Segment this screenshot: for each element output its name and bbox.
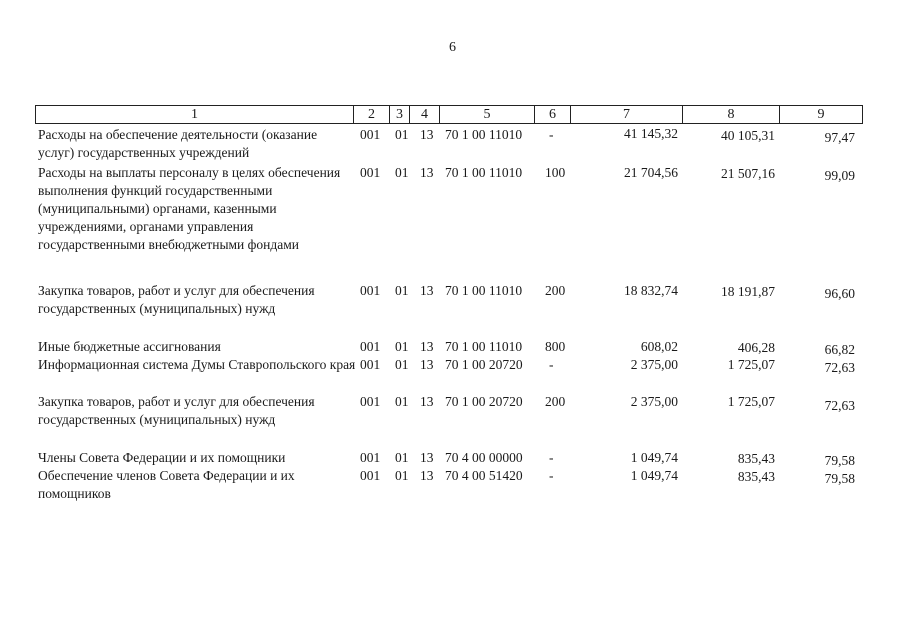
row-c7: 2 375,00 <box>630 394 678 409</box>
row-name: Расходы на обеспечение деятельности (оказание услуг) государственных учреждений <box>38 127 318 160</box>
row-c8: 1 725,07 <box>727 357 775 372</box>
row-c3: 01 <box>395 339 409 354</box>
row-c9: 96,60 <box>824 286 855 301</box>
row-c2: 001 <box>360 357 381 372</box>
row-c8: 18 191,87 <box>721 284 775 299</box>
row-c2: 001 <box>360 450 381 465</box>
row-c7: 2 375,00 <box>630 357 678 372</box>
row-c2: 001 <box>360 468 381 483</box>
row-c9: 97,47 <box>824 130 855 145</box>
row-c7: 1 049,74 <box>630 468 678 483</box>
row-c9: 79,58 <box>824 453 855 468</box>
header-col-1: 1 <box>35 105 353 124</box>
row-c5: 70 4 00 51420 <box>445 468 523 483</box>
row-c8: 835,43 <box>737 451 775 466</box>
row-c8: 40 105,31 <box>721 128 775 143</box>
row-c2: 001 <box>360 394 381 409</box>
header-col-9: 9 <box>779 105 863 124</box>
row-c6: - <box>549 127 554 142</box>
row-c3: 01 <box>395 127 409 142</box>
row-c8: 835,43 <box>737 469 775 484</box>
row-c5: 70 1 00 11010 <box>445 283 523 298</box>
row-c9: 72,63 <box>824 360 855 375</box>
page-number: 6 <box>449 40 456 55</box>
row-c3: 01 <box>395 165 409 180</box>
row-c7: 1 049,74 <box>630 450 678 465</box>
row-c4: 13 <box>420 450 434 465</box>
row-c6: - <box>549 450 554 465</box>
row-c2: 001 <box>360 165 381 180</box>
row-c5: 70 1 00 11010 <box>445 127 523 142</box>
row-c4: 13 <box>420 394 434 409</box>
row-c4: 13 <box>420 468 434 483</box>
header-col-7: 7 <box>570 105 682 124</box>
row-c7: 41 145,32 <box>624 126 678 141</box>
row-name: Члены Совета Федерации и их помощники <box>38 450 286 465</box>
row-c6: 100 <box>545 165 566 180</box>
header-col-8: 8 <box>682 105 779 124</box>
row-c2: 001 <box>360 127 381 142</box>
row-name: Закупка товаров, работ и услуг для обеспечения государственных (муниципальных) нужд <box>38 283 315 316</box>
row-c2: 001 <box>360 283 381 298</box>
row-name: Закупка товаров, работ и услуг для обеспечения государственных (муниципальных) нужд <box>38 394 315 427</box>
row-c7: 608,02 <box>640 339 678 354</box>
row-c3: 01 <box>395 450 409 465</box>
row-name: Расходы на выплаты персоналу в целях обеспечения выполнения функций государственными (муниципальными) органами, казенными учреждениями, органами управления государственными внебюджетными фондами <box>38 165 341 252</box>
row-c5: 70 1 00 20720 <box>445 357 523 372</box>
row-c5: 70 1 00 11010 <box>445 339 523 354</box>
row-c4: 13 <box>420 127 434 142</box>
row-c6: 200 <box>545 283 566 298</box>
row-c2: 001 <box>360 339 381 354</box>
row-c6: 800 <box>545 339 566 354</box>
row-c4: 13 <box>420 165 434 180</box>
row-name: Иные бюджетные ассигнования <box>38 339 221 354</box>
header-col-3: 3 <box>389 105 409 124</box>
row-c9: 66,82 <box>824 342 855 357</box>
table-header <box>35 105 862 124</box>
row-c8: 21 507,16 <box>721 166 775 181</box>
row-c3: 01 <box>395 357 409 372</box>
row-c6: - <box>549 357 554 372</box>
row-c8: 1 725,07 <box>727 394 775 409</box>
row-c4: 13 <box>420 283 434 298</box>
header-col-2: 2 <box>353 105 389 124</box>
row-c4: 13 <box>420 339 434 354</box>
row-c3: 01 <box>395 394 409 409</box>
row-c4: 13 <box>420 357 434 372</box>
header-col-6: 6 <box>534 105 570 124</box>
row-c5: 70 1 00 20720 <box>445 394 523 409</box>
row-name: Информационная система Думы Ставропольского края <box>38 357 356 372</box>
row-c9: 99,09 <box>824 168 855 183</box>
row-name: Обеспечение членов Совета Федерации и их помощников <box>38 468 295 501</box>
header-col-5: 5 <box>439 105 534 124</box>
row-c5: 70 4 00 00000 <box>445 450 523 465</box>
row-c9: 72,63 <box>824 398 855 413</box>
row-c6: - <box>549 468 554 483</box>
row-c3: 01 <box>395 283 409 298</box>
row-c9: 79,58 <box>824 471 855 486</box>
header-col-4: 4 <box>409 105 439 124</box>
row-c6: 200 <box>545 394 566 409</box>
row-c7: 21 704,56 <box>624 165 678 180</box>
row-c5: 70 1 00 11010 <box>445 165 523 180</box>
row-c3: 01 <box>395 468 409 483</box>
row-c8: 406,28 <box>737 340 775 355</box>
row-c7: 18 832,74 <box>624 283 678 298</box>
